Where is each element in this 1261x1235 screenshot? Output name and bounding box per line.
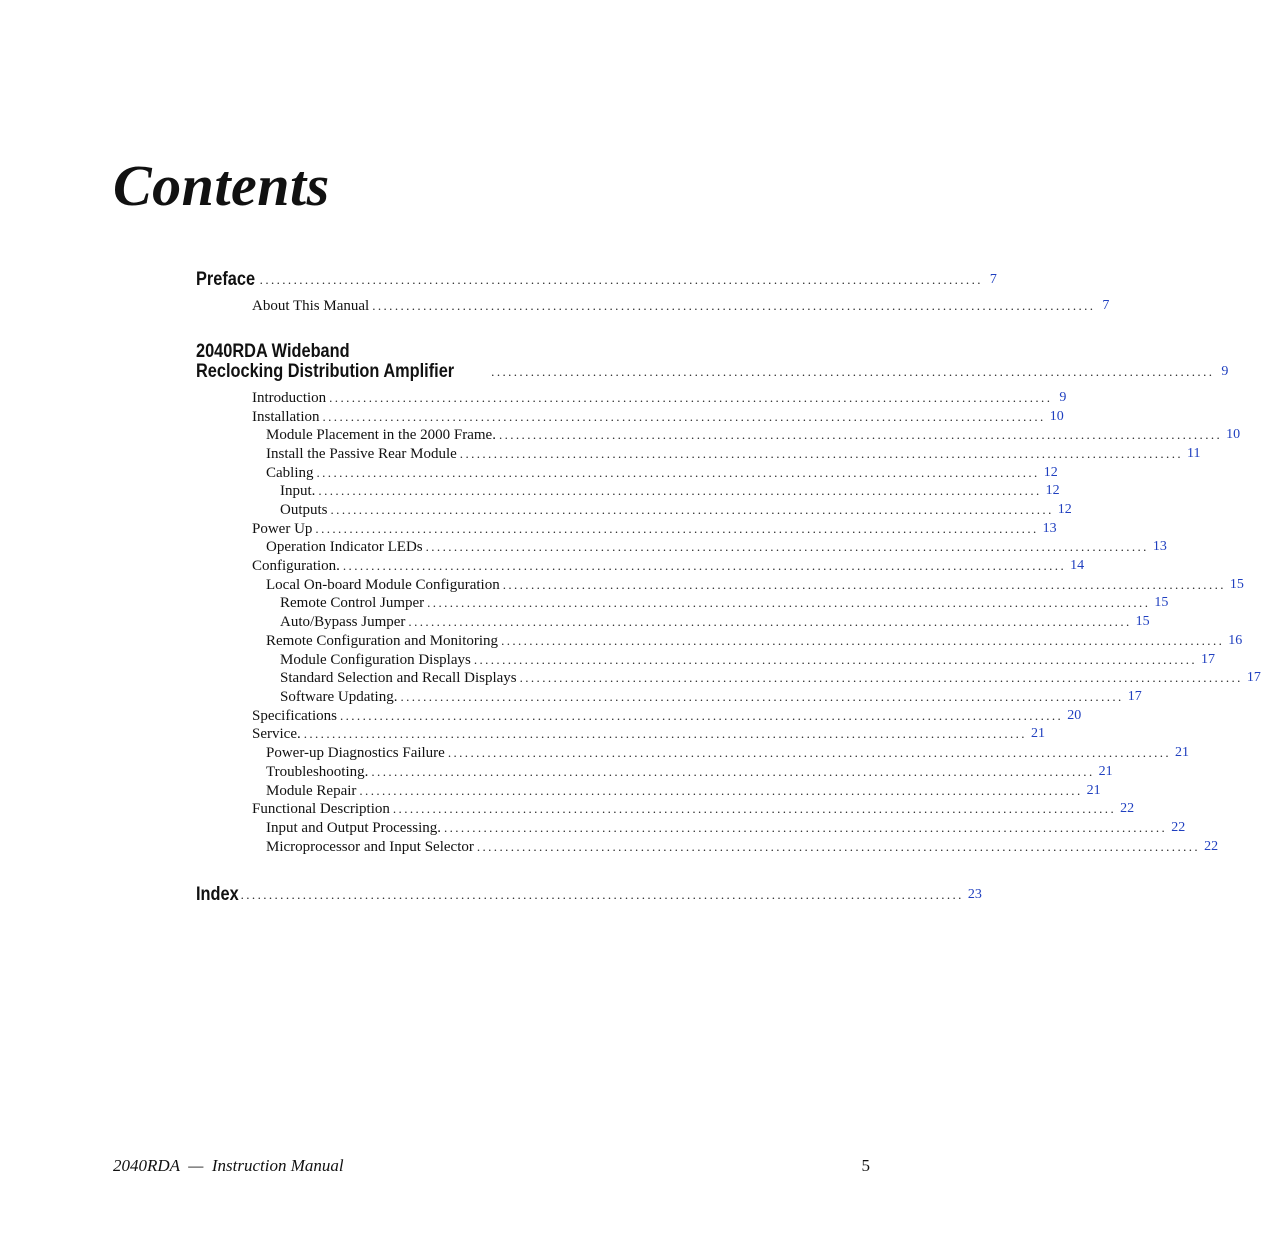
dot-leader: ................................................................................................................................: [322, 409, 1046, 424]
toc-page-link[interactable]: 21: [1098, 764, 1113, 779]
toc-page-link[interactable]: 9: [1059, 390, 1067, 405]
toc-entry-module-repair[interactable]: [266, 780, 1101, 800]
toc-entry-about-this-manual[interactable]: [252, 295, 1110, 315]
toc-entry-troubleshooting[interactable]: [266, 761, 1113, 781]
toc-entry-label: Install the Passive Rear Module: [266, 446, 457, 462]
footer-page-number: 5: [861, 1156, 870, 1175]
toc-page-link[interactable]: 22: [1204, 839, 1219, 854]
toc-page-link[interactable]: 17: [1201, 652, 1216, 667]
toc-entry-power-up-diagnostics-failure[interactable]: [266, 742, 1190, 762]
toc-entry-remote-configuration[interactable]: [266, 630, 1243, 650]
toc-page-link[interactable]: 16: [1228, 633, 1243, 648]
toc-page-link[interactable]: 22: [1120, 801, 1135, 816]
toc-entry-label: Standard Selection and Recall Displays: [280, 670, 517, 686]
toc-entry-microprocessor-input-selector[interactable]: [266, 836, 1219, 856]
toc-page-link[interactable]: 9: [1221, 364, 1229, 379]
toc-entry-label: Preface: [196, 269, 256, 290]
toc-page-link[interactable]: 22: [1171, 820, 1186, 835]
dot-leader: ................................................................................................................................: [240, 887, 964, 902]
page-title: Contents: [113, 153, 330, 218]
dot-leader: ................................................................................................................................: [519, 670, 1243, 685]
toc-entry-label: Local On-board Module Configuration: [266, 577, 500, 593]
dot-leader: ................................................................................................................................: [408, 614, 1132, 629]
dot-leader: ................................................................................................................................: [476, 839, 1201, 854]
toc-entry-installation[interactable]: [252, 406, 1064, 426]
toc-page-link[interactable]: 13: [1152, 539, 1167, 554]
toc-page-link[interactable]: 11: [1187, 446, 1201, 461]
dot-leader: ................................................................................................................................: [339, 708, 1064, 723]
toc-entry-auto-bypass-jumper[interactable]: [280, 611, 1150, 631]
toc-page-link[interactable]: 14: [1070, 558, 1085, 573]
toc-entry-cabling[interactable]: [266, 462, 1058, 482]
toc-page-link[interactable]: 12: [1043, 465, 1058, 480]
toc-entry-label: Module Configuration Displays: [280, 652, 471, 668]
toc-entry-label: Software Updating.: [280, 689, 398, 705]
toc-entry-outputs[interactable]: [280, 499, 1072, 519]
dot-leader: ................................................................................................................................: [303, 726, 1027, 741]
dot-leader: ................................................................................................................................: [447, 745, 1172, 760]
toc-entry-power-up[interactable]: [252, 518, 1057, 538]
toc-entry-install-passive-rear-module[interactable]: [266, 443, 1201, 463]
dot-leader: ................................................................................................................................: [329, 390, 1053, 405]
toc-page-link[interactable]: 17: [1127, 689, 1142, 704]
dot-leader: ................................................................................................................................: [330, 502, 1054, 517]
dot-leader: ................................................................................................................................: [400, 689, 1124, 704]
toc-entry-label: Specifications: [252, 708, 337, 724]
toc-entry-label: Operation Indicator LEDs: [266, 539, 423, 555]
toc-entry-label: Remote Control Jumper: [280, 595, 425, 611]
toc-page-link[interactable]: 21: [1030, 726, 1045, 741]
toc-entry-label: Auto/Bypass Jumper: [280, 614, 406, 630]
toc-entry-label: Power-up Diagnostics Failure: [266, 745, 445, 761]
toc-entry-input[interactable]: [280, 480, 1060, 500]
dot-leader: ................................................................................................................................: [315, 521, 1039, 536]
dot-leader: ................................................................................................................................: [425, 539, 1149, 554]
dot-leader: ................................................................................................................................: [318, 483, 1042, 498]
toc-entry-software-updating[interactable]: [280, 686, 1142, 706]
toc-page-link[interactable]: 21: [1086, 783, 1101, 798]
toc-page-link[interactable]: 13: [1042, 521, 1057, 536]
dot-leader: ................................................................................................................................: [501, 633, 1225, 648]
dot-leader: ................................................................................................................................: [259, 272, 983, 287]
toc-page-link[interactable]: 15: [1154, 595, 1169, 610]
toc-page-link[interactable]: 10: [1049, 409, 1064, 424]
toc-entry-introduction[interactable]: [252, 387, 1067, 407]
toc-entry-label: Installation: [252, 409, 320, 425]
toc-page-link[interactable]: 21: [1175, 745, 1190, 760]
toc-entry-label: Introduction: [252, 390, 327, 406]
toc-entry-label: Module Repair: [266, 783, 357, 799]
toc-entry-module-placement[interactable]: [266, 424, 1241, 444]
toc-entry-label: Outputs: [280, 502, 328, 518]
dot-leader: ................................................................................................................................: [443, 820, 1168, 835]
toc-entry-index[interactable]: [196, 882, 982, 906]
toc-page-link[interactable]: 15: [1229, 577, 1244, 592]
dot-leader: ................................................................................................................................: [371, 764, 1095, 779]
toc-entry-label: About This Manual: [252, 298, 370, 314]
dot-leader: ................................................................................................................................: [502, 577, 1226, 592]
dot-leader: ................................................................................................................................: [372, 298, 1096, 313]
footer-manual-title: 2040RDA — Instruction Manual: [113, 1156, 344, 1175]
toc-entry-label: Configuration.: [252, 558, 340, 574]
dot-leader: ................................................................................................................................: [316, 465, 1040, 480]
toc-entry-label: Remote Configuration and Monitoring: [266, 633, 499, 649]
toc-entry-remote-control-jumper[interactable]: [280, 592, 1169, 612]
toc-entry-operation-indicator-leds[interactable]: [266, 536, 1167, 556]
toc-entry-service[interactable]: [252, 723, 1045, 743]
toc-entry-label: Troubleshooting.: [266, 764, 369, 780]
toc-entry-label: Index: [196, 884, 239, 905]
toc-entry-label: Functional Description: [252, 801, 390, 817]
toc-entry-label: Module Placement in the 2000 Frame.: [266, 427, 496, 443]
dot-leader: ................................................................................................................................: [459, 446, 1183, 461]
toc-page-link[interactable]: 7: [989, 272, 997, 287]
dot-leader: ................................................................................................................................: [491, 364, 1215, 379]
toc-entry-label: Input and Output Processing.: [266, 820, 441, 836]
toc-page-link[interactable]: 15: [1135, 614, 1150, 629]
toc-entry-input-output-processing[interactable]: [266, 817, 1186, 837]
toc-chapter-title-line1: 2040RDA Wideband: [196, 341, 350, 362]
dot-leader: ................................................................................................................................: [498, 427, 1223, 442]
page-footer: [113, 1156, 870, 1176]
toc-entry-specifications[interactable]: [252, 705, 1082, 725]
toc-entry-label: Microprocessor and Input Selector: [266, 839, 474, 855]
toc-page-link[interactable]: 20: [1067, 708, 1082, 723]
toc-entry-module-configuration-displays[interactable]: [280, 649, 1216, 669]
toc-entry-label: Service.: [252, 726, 301, 742]
toc-entry-label: Reclocking Distribution Amplifier: [196, 361, 455, 382]
toc-entry-standard-selection-displays[interactable]: [280, 667, 1261, 687]
dot-leader: ................................................................................................................................: [392, 801, 1117, 816]
toc-entry-local-onboard-configuration[interactable]: [266, 574, 1244, 594]
dot-leader: ................................................................................................................................: [359, 783, 1083, 798]
toc-page-link[interactable]: 23: [967, 887, 982, 902]
dot-leader: ................................................................................................................................: [342, 558, 1067, 573]
toc-entry-chapter[interactable]: [196, 359, 1229, 383]
toc-entry-label: Input.: [280, 483, 316, 499]
toc-page-link[interactable]: 12: [1057, 502, 1072, 517]
toc-entry-configuration[interactable]: [252, 555, 1085, 575]
toc-entry-label: Power Up: [252, 521, 313, 537]
toc-page-link[interactable]: 12: [1045, 483, 1060, 498]
toc-entry-preface[interactable]: [196, 267, 997, 291]
toc-entry-functional-description[interactable]: [252, 798, 1135, 818]
dot-leader: ................................................................................................................................: [473, 652, 1198, 667]
toc-page-link[interactable]: 7: [1102, 298, 1110, 313]
toc-page-link[interactable]: 17: [1246, 670, 1261, 685]
toc-page-link[interactable]: 10: [1226, 427, 1241, 442]
toc-entry-label: Cabling: [266, 465, 314, 481]
dot-leader: ................................................................................................................................: [427, 595, 1151, 610]
